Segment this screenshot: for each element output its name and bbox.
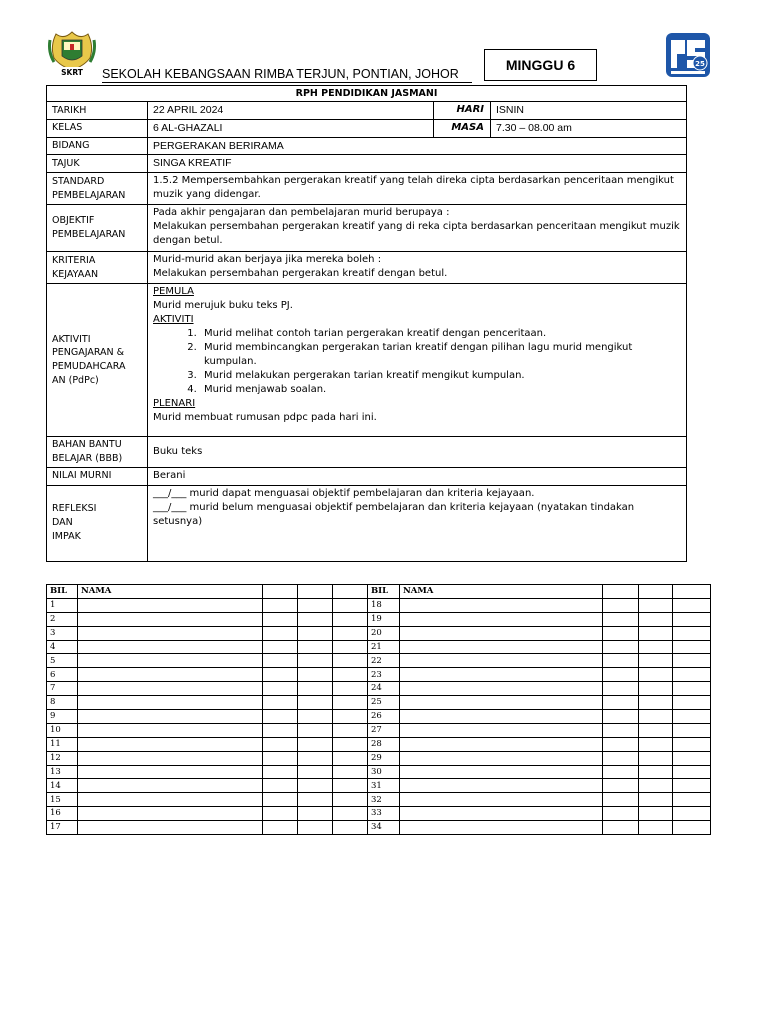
mark-cell bbox=[673, 751, 711, 765]
mark-cell bbox=[263, 793, 298, 807]
mark-cell bbox=[603, 765, 639, 779]
bidang-value: PERGERAKAN BERIRAMA bbox=[148, 137, 687, 155]
bil-cell: 9 bbox=[47, 710, 78, 724]
bbb-value: Buku teks bbox=[148, 437, 687, 468]
nama-cell bbox=[400, 696, 603, 710]
nama-cell bbox=[78, 779, 263, 793]
nilai-label: NILAI MURNI bbox=[47, 467, 148, 485]
nama-cell bbox=[400, 765, 603, 779]
bil-cell: 33 bbox=[368, 807, 400, 821]
table-row bbox=[47, 696, 711, 710]
mark-cell bbox=[333, 696, 368, 710]
bil-cell: 22 bbox=[368, 654, 400, 668]
mark-cell bbox=[298, 668, 333, 682]
nama-cell bbox=[78, 765, 263, 779]
badge-text: 25 bbox=[695, 60, 705, 68]
list-item: 1. Murid melihat contoh tarian pergerakan kreatif dengan penceritaan. bbox=[200, 327, 681, 341]
masa-label: MASA bbox=[434, 119, 491, 137]
mark-cell bbox=[263, 626, 298, 640]
standard-value: 1.5.2 Mempersembahkan pergerakan kreatif yang telah direka cipta berdasarkan penceritaan mengikut muzik yang didengar. bbox=[148, 173, 687, 205]
mark-cell bbox=[333, 682, 368, 696]
table-row bbox=[47, 612, 711, 626]
nama-cell bbox=[78, 751, 263, 765]
mark-cell bbox=[298, 710, 333, 724]
mark-cell bbox=[673, 807, 711, 821]
mark-cell bbox=[298, 737, 333, 751]
kriteria-label: KRITERIA KEJAYAAN bbox=[47, 252, 148, 284]
mark-cell bbox=[603, 751, 639, 765]
bil-cell: 18 bbox=[368, 598, 400, 612]
bil-cell: 10 bbox=[47, 723, 78, 737]
bil-cell: 27 bbox=[368, 723, 400, 737]
mark-cell bbox=[298, 751, 333, 765]
mark-cell bbox=[603, 612, 639, 626]
mark-cell bbox=[263, 612, 298, 626]
bil-cell: 30 bbox=[368, 765, 400, 779]
bil-cell: 12 bbox=[47, 751, 78, 765]
crest-text: SKRT bbox=[61, 68, 83, 77]
bil-cell: 31 bbox=[368, 779, 400, 793]
aktiviti-content bbox=[148, 284, 687, 437]
bil-cell: 24 bbox=[368, 682, 400, 696]
bil-cell: 1 bbox=[47, 598, 78, 612]
bil-cell: 6 bbox=[47, 668, 78, 682]
mark-cell bbox=[603, 723, 639, 737]
mark-cell bbox=[263, 751, 298, 765]
mark-cell bbox=[298, 765, 333, 779]
mark-cell bbox=[298, 682, 333, 696]
nama-cell bbox=[400, 737, 603, 751]
mark-cell bbox=[333, 640, 368, 654]
objektif-value: Pada akhir pengajaran dan pembelajaran murid berupaya : Melakukan persembahan pergerakan kreatif yang di reka cipta berdasarkan penceritaan mengikut muzik dengan betul. bbox=[148, 205, 687, 252]
tarikh-label: TARIKH bbox=[47, 102, 148, 120]
mark-cell bbox=[333, 793, 368, 807]
mark-cell bbox=[639, 723, 673, 737]
mark-cell bbox=[639, 654, 673, 668]
mark-cell bbox=[333, 654, 368, 668]
nama-cell bbox=[78, 821, 263, 835]
mark-cell bbox=[298, 821, 333, 835]
mark-cell bbox=[263, 682, 298, 696]
nama-cell bbox=[400, 723, 603, 737]
mark-cell bbox=[639, 751, 673, 765]
mark-cell bbox=[639, 598, 673, 612]
mark-cell bbox=[263, 765, 298, 779]
nama-cell bbox=[78, 598, 263, 612]
mark-cell bbox=[639, 612, 673, 626]
mark-cell bbox=[603, 737, 639, 751]
bil-cell: 8 bbox=[47, 696, 78, 710]
bil-cell: 29 bbox=[368, 751, 400, 765]
nama-cell bbox=[400, 793, 603, 807]
plenari-text: Murid membuat rumusan pdpc pada hari ini. bbox=[153, 412, 377, 424]
mark-cell bbox=[673, 626, 711, 640]
mark-cell bbox=[298, 612, 333, 626]
nama-cell bbox=[400, 626, 603, 640]
kriteria-value: Murid-murid akan berjaya jika mereka boleh : Melakukan persembahan pergerakan kreatif dengan betul. bbox=[148, 252, 687, 284]
nama-cell bbox=[400, 821, 603, 835]
mark-cell bbox=[263, 710, 298, 724]
mark-cell bbox=[263, 821, 298, 835]
mark-cell bbox=[673, 779, 711, 793]
mark-cell bbox=[639, 737, 673, 751]
table-row bbox=[47, 765, 711, 779]
bil-cell: 4 bbox=[47, 640, 78, 654]
nama-cell bbox=[78, 807, 263, 821]
mark-cell bbox=[673, 612, 711, 626]
nama-header-right: NAMA bbox=[400, 585, 603, 599]
bil-cell: 32 bbox=[368, 793, 400, 807]
objektif-label: OBJEKTIF PEMBELAJARAN bbox=[47, 205, 148, 252]
mark-cell bbox=[673, 654, 711, 668]
pemula-text: Murid merujuk buku teks PJ. bbox=[153, 300, 293, 312]
mark-cell bbox=[603, 654, 639, 668]
plenari-heading: PLENARI bbox=[153, 398, 196, 410]
nama-cell bbox=[78, 723, 263, 737]
anniversary-badge-icon bbox=[665, 32, 711, 78]
mark-cell bbox=[639, 668, 673, 682]
table-row bbox=[47, 751, 711, 765]
mark-cell bbox=[603, 626, 639, 640]
nama-cell bbox=[400, 640, 603, 654]
bil-cell: 21 bbox=[368, 640, 400, 654]
nama-cell bbox=[400, 654, 603, 668]
mark-cell bbox=[673, 765, 711, 779]
mark-cell bbox=[263, 598, 298, 612]
list-item: 4. Murid menjawab soalan. bbox=[200, 383, 681, 397]
nama-header-left: NAMA bbox=[78, 585, 263, 599]
bil-cell: 13 bbox=[47, 765, 78, 779]
mark-cell bbox=[673, 793, 711, 807]
mark-cell bbox=[639, 682, 673, 696]
mark-cell bbox=[298, 598, 333, 612]
tarikh-value: 22 APRIL 2024 bbox=[148, 102, 434, 120]
mark-cell bbox=[603, 807, 639, 821]
bil-cell: 17 bbox=[47, 821, 78, 835]
refleksi-value: ___/___ murid dapat menguasai objektif pembelajaran dan kriteria kejayaan. ___/___ murid belum menguasai objektif pembelajaran dan kriteria kejayaan (nyatakan tindakan setusnya) bbox=[148, 485, 687, 561]
table-row bbox=[47, 821, 711, 835]
mark-cell bbox=[639, 626, 673, 640]
mark-cell bbox=[333, 751, 368, 765]
mark-cell bbox=[263, 640, 298, 654]
nama-cell bbox=[78, 668, 263, 682]
student-list-table bbox=[46, 584, 711, 835]
mark-cell bbox=[603, 710, 639, 724]
mark-cell bbox=[298, 807, 333, 821]
nama-cell bbox=[78, 612, 263, 626]
table-row bbox=[47, 682, 711, 696]
table-row bbox=[47, 807, 711, 821]
nama-cell bbox=[400, 598, 603, 612]
mark-cell bbox=[333, 710, 368, 724]
mark-cell bbox=[263, 807, 298, 821]
mark-cell bbox=[673, 723, 711, 737]
mark-cell bbox=[639, 710, 673, 724]
nama-cell bbox=[400, 779, 603, 793]
mark-cell bbox=[263, 654, 298, 668]
student-rows bbox=[47, 598, 711, 834]
bil-cell: 16 bbox=[47, 807, 78, 821]
table-row bbox=[47, 640, 711, 654]
mark-cell bbox=[333, 807, 368, 821]
mark-cell bbox=[263, 668, 298, 682]
mark-cell bbox=[673, 598, 711, 612]
school-crest-icon bbox=[46, 26, 98, 78]
mark-cell bbox=[603, 779, 639, 793]
school-name: SEKOLAH KEBANGSAAN RIMBA TERJUN, PONTIAN, JOHOR bbox=[102, 67, 472, 83]
week-label: MINGGU 6 bbox=[484, 49, 597, 81]
nama-cell bbox=[78, 654, 263, 668]
rph-table bbox=[46, 85, 687, 562]
hari-label: HARI bbox=[434, 102, 491, 120]
aktiviti-list bbox=[200, 327, 681, 397]
mark-cell bbox=[333, 612, 368, 626]
kelas-label: KELAS bbox=[47, 119, 148, 137]
bil-cell: 14 bbox=[47, 779, 78, 793]
mark-cell bbox=[639, 640, 673, 654]
mark-cell bbox=[639, 821, 673, 835]
mark-cell bbox=[263, 696, 298, 710]
mark-cell bbox=[298, 626, 333, 640]
mark-cell bbox=[333, 723, 368, 737]
bil-header-right: BIL bbox=[368, 585, 400, 599]
mark-cell bbox=[639, 779, 673, 793]
mark-cell bbox=[603, 640, 639, 654]
mark-cell bbox=[603, 668, 639, 682]
mark-cell bbox=[333, 668, 368, 682]
mark-cell bbox=[333, 626, 368, 640]
bil-cell: 25 bbox=[368, 696, 400, 710]
bil-cell: 7 bbox=[47, 682, 78, 696]
mark-cell bbox=[639, 793, 673, 807]
nama-cell bbox=[400, 710, 603, 724]
bbb-label: BAHAN BANTU BELAJAR (BBB) bbox=[47, 437, 148, 468]
nama-cell bbox=[78, 682, 263, 696]
masa-value: 7.30 – 08.00 am bbox=[491, 119, 687, 137]
nama-cell bbox=[78, 710, 263, 724]
bil-cell: 5 bbox=[47, 654, 78, 668]
bil-cell: 19 bbox=[368, 612, 400, 626]
bil-cell: 34 bbox=[368, 821, 400, 835]
nama-cell bbox=[78, 696, 263, 710]
mark-cell bbox=[298, 696, 333, 710]
tajuk-label: TAJUK bbox=[47, 155, 148, 173]
mark-cell bbox=[603, 793, 639, 807]
mark-cell bbox=[673, 710, 711, 724]
nama-cell bbox=[78, 640, 263, 654]
mark-cell bbox=[298, 640, 333, 654]
nama-cell bbox=[400, 668, 603, 682]
mark-cell bbox=[333, 765, 368, 779]
mark-cell bbox=[673, 821, 711, 835]
table-row bbox=[47, 668, 711, 682]
nama-cell bbox=[400, 612, 603, 626]
table-row bbox=[47, 779, 711, 793]
bil-cell: 2 bbox=[47, 612, 78, 626]
table-row bbox=[47, 598, 711, 612]
hari-value: ISNIN bbox=[491, 102, 687, 120]
nama-cell bbox=[400, 807, 603, 821]
table-row bbox=[47, 626, 711, 640]
bil-cell: 20 bbox=[368, 626, 400, 640]
mark-cell bbox=[263, 737, 298, 751]
mark-cell bbox=[673, 737, 711, 751]
mark-cell bbox=[333, 779, 368, 793]
mark-cell bbox=[603, 682, 639, 696]
bil-header-left: BIL bbox=[47, 585, 78, 599]
list-item: 3. Murid melakukan pergerakan tarian kreatif mengikut kumpulan. bbox=[200, 369, 681, 383]
tajuk-value: SINGA KREATIF bbox=[148, 155, 687, 173]
mark-cell bbox=[639, 696, 673, 710]
nama-cell bbox=[400, 682, 603, 696]
mark-cell bbox=[333, 821, 368, 835]
rph-title: RPH PENDIDIKAN JASMANI bbox=[47, 86, 687, 102]
nama-cell bbox=[400, 751, 603, 765]
mark-cell bbox=[603, 598, 639, 612]
bil-cell: 3 bbox=[47, 626, 78, 640]
aktiviti-label: AKTIVITI PENGAJARAN & PEMUDAHCARA AN (PdPc) bbox=[47, 284, 148, 437]
nama-cell bbox=[78, 626, 263, 640]
nama-cell bbox=[78, 737, 263, 751]
mark-cell bbox=[639, 765, 673, 779]
pemula-heading: PEMULA bbox=[153, 286, 194, 298]
bidang-label: BIDANG bbox=[47, 137, 148, 155]
table-row bbox=[47, 723, 711, 737]
table-row bbox=[47, 710, 711, 724]
bil-cell: 26 bbox=[368, 710, 400, 724]
standard-label: STANDARD PEMBELAJARAN bbox=[47, 173, 148, 205]
mark-cell bbox=[603, 821, 639, 835]
mark-cell bbox=[298, 779, 333, 793]
bil-cell: 23 bbox=[368, 668, 400, 682]
bil-cell: 15 bbox=[47, 793, 78, 807]
table-row bbox=[47, 654, 711, 668]
mark-cell bbox=[639, 807, 673, 821]
refleksi-label: REFLEKSI DAN IMPAK bbox=[47, 485, 148, 561]
mark-cell bbox=[263, 723, 298, 737]
list-item: 2. Murid membincangkan pergerakan tarian kreatif dengan pilihan lagu murid mengikut kumpulan. bbox=[200, 341, 681, 369]
mark-cell bbox=[673, 696, 711, 710]
mark-cell bbox=[333, 737, 368, 751]
table-row bbox=[47, 737, 711, 751]
mark-cell bbox=[603, 696, 639, 710]
table-row bbox=[47, 793, 711, 807]
nama-cell bbox=[78, 793, 263, 807]
kelas-value: 6 AL-GHAZALI bbox=[148, 119, 434, 137]
bil-cell: 28 bbox=[368, 737, 400, 751]
nilai-value: Berani bbox=[148, 467, 687, 485]
mark-cell bbox=[298, 793, 333, 807]
mark-cell bbox=[298, 723, 333, 737]
bil-cell: 11 bbox=[47, 737, 78, 751]
mark-cell bbox=[263, 779, 298, 793]
mark-cell bbox=[673, 668, 711, 682]
aktiviti-heading: AKTIVITI bbox=[153, 314, 194, 326]
mark-cell bbox=[673, 682, 711, 696]
mark-cell bbox=[333, 598, 368, 612]
mark-cell bbox=[673, 640, 711, 654]
mark-cell bbox=[298, 654, 333, 668]
